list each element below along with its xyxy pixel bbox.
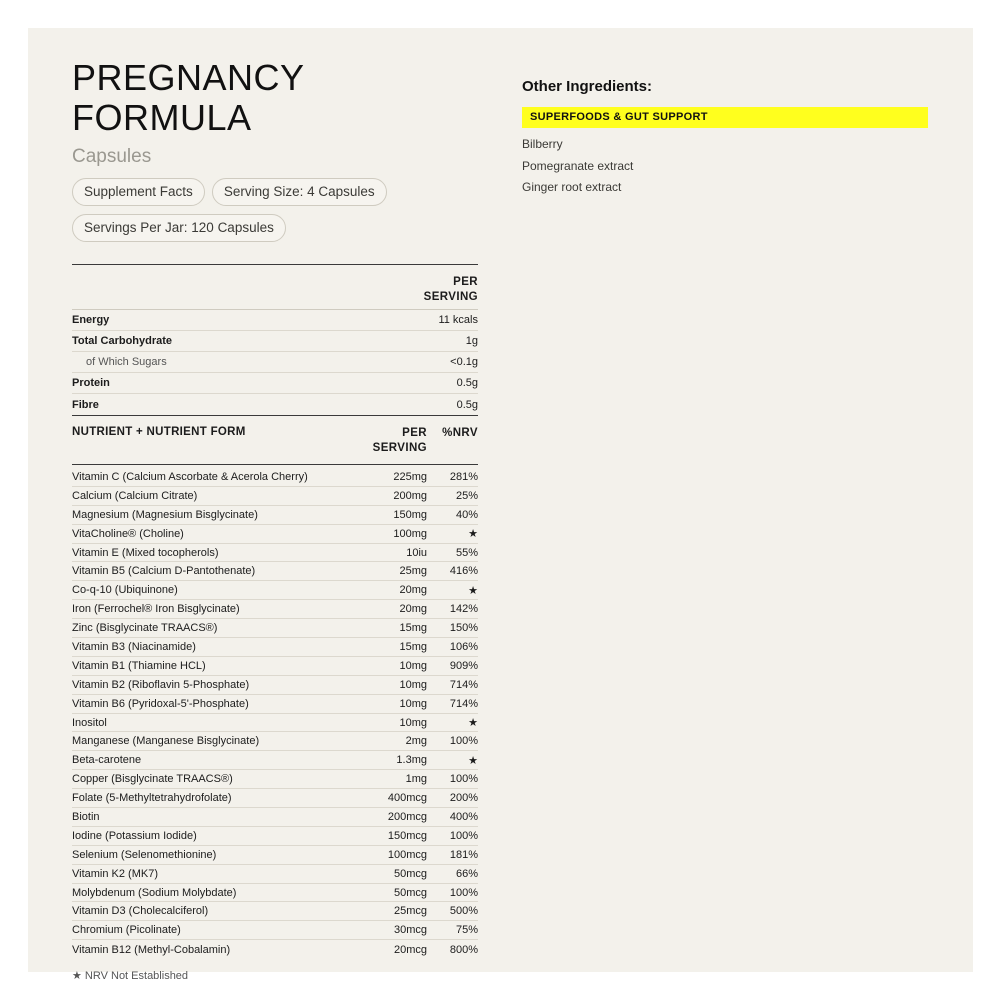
info-pills	[72, 178, 432, 242]
pill-serving-size: Serving Size: 4 Capsules	[212, 178, 387, 206]
nutrient-nrv: ★	[468, 717, 478, 730]
nutrient-row	[72, 865, 478, 884]
nutrient-name: Beta-carotene	[72, 754, 142, 767]
nutrient-per-serving: 1mg	[405, 773, 427, 786]
nutrient-name: Chromium (Picolinate)	[72, 924, 181, 937]
macro-label: Fibre	[72, 398, 99, 411]
ingredient-item: Pomegranate extract	[522, 158, 634, 173]
nutrient-nrv: 281%	[449, 470, 478, 483]
nutrient-per-serving: 30mcg	[393, 924, 427, 937]
nutrient-row	[72, 921, 478, 940]
pill-servings-per-jar: Servings Per Jar: 120 Capsules	[72, 214, 286, 242]
nutrient-row	[72, 657, 478, 676]
nutrient-name: Copper (Bisglycinate TRAACS®)	[72, 773, 233, 786]
nutrient-nrv: 500%	[449, 905, 478, 918]
macro-label: Protein	[72, 377, 110, 389]
nutrient-name: Magnesium (Magnesium Bisglycinate)	[72, 508, 258, 521]
nutrient-row	[72, 808, 478, 827]
nutrient-name: Manganese (Manganese Bisglycinate)	[72, 735, 260, 748]
nutrient-name: Co-q-10 (Ubiquinone)	[72, 584, 178, 597]
nutrient-row	[72, 940, 478, 959]
nutrient-per-serving: 10iu	[406, 546, 427, 559]
supplement-facts-panel	[72, 58, 478, 982]
nutrient-name: Selenium (Selenomethionine)	[72, 848, 217, 861]
nutrient-name: Zinc (Bisglycinate TRAACS®)	[72, 622, 218, 635]
nutrient-per-serving: 200mg	[393, 489, 427, 502]
nutrient-row	[72, 827, 478, 846]
supplement-card	[28, 28, 973, 983]
nutrient-nrv: 55%	[455, 546, 478, 559]
macro-per-serving-header: PER SERVING	[423, 276, 478, 303]
nutrient-name: Iodine (Potassium Iodide)	[72, 829, 197, 842]
nutrient-per-serving: 150mg	[393, 508, 427, 521]
nutrient-nrv: 106%	[449, 640, 478, 653]
macro-rows	[72, 310, 478, 415]
nutrient-name: Molybdenum (Sodium Molybdate)	[72, 886, 237, 899]
nutrient-row	[72, 695, 478, 714]
nutrient-nrv: 800%	[449, 943, 478, 956]
nrv-footnote: ★ NRV Not Established	[72, 970, 189, 983]
macro-value: 0.5g	[456, 377, 478, 389]
nutrient-name-header: NUTRIENT + NUTRIENT FORM	[72, 426, 246, 438]
nutrient-per-serving: 20mcg	[393, 943, 427, 956]
nutrient-per-serving: 50mcg	[393, 867, 427, 880]
ingredient-item: Bilberry	[522, 137, 563, 151]
macro-label: Total Carbohydrate	[72, 335, 173, 347]
macro-label: Energy	[72, 314, 110, 326]
nutrient-nrv: 400%	[449, 810, 478, 823]
nutrient-row	[72, 468, 478, 487]
macro-row	[72, 331, 478, 352]
nutrient-nrv: 100%	[449, 773, 478, 786]
macro-row	[72, 352, 478, 373]
nutrient-name: Vitamin B3 (Niacinamide)	[72, 640, 196, 653]
nutrient-name: Vitamin C (Calcium Ascorbate & Acerola Cherry)	[72, 470, 308, 483]
nutrient-name: Vitamin E (Mixed tocopherols)	[72, 546, 219, 559]
nutrient-row	[72, 544, 478, 563]
nutrient-nrv: 150%	[449, 622, 478, 635]
macro-row	[72, 373, 478, 394]
macro-row	[72, 394, 478, 415]
nutrient-row	[72, 506, 478, 525]
ingredient-item: Ginger root extract	[522, 180, 622, 194]
nutrient-name: Folate (5-Methyltetrahydrofolate)	[72, 792, 232, 805]
nutrient-table-header	[72, 416, 478, 465]
nutrient-per-serving: 400mcg	[387, 792, 427, 805]
nutrient-nrv: 66%	[455, 867, 478, 880]
macro-table	[72, 264, 478, 415]
nutrient-per-serving: 10mg	[399, 716, 427, 729]
macro-table-header	[72, 265, 478, 310]
nutrient-row	[72, 487, 478, 506]
nutrient-row	[72, 884, 478, 903]
other-ingredients-list	[522, 134, 928, 199]
nutrient-row	[72, 619, 478, 638]
nutrient-table	[72, 415, 478, 959]
nutrient-per-serving: 1.3mg	[396, 754, 427, 767]
nutrient-per-serving: 10mg	[399, 659, 427, 672]
nutrient-name: Vitamin B12 (Methyl-Cobalamin)	[72, 943, 231, 956]
product-title: PREGNANCY FORMULA	[72, 57, 304, 138]
other-ingredients-title: Other Ingredients:	[522, 78, 653, 95]
nutrient-nrv: ★	[468, 584, 478, 597]
nutrient-per-serving: 25mcg	[393, 905, 427, 918]
nutrient-nrv: 909%	[449, 659, 478, 672]
product-subtitle: Capsules	[72, 146, 152, 167]
nutrient-per-serving: 15mg	[399, 640, 427, 653]
macro-row	[72, 310, 478, 331]
nutrient-per-serving: 100mcg	[387, 848, 427, 861]
macro-value: 0.5g	[456, 398, 478, 411]
nutrient-per-serving: 25mg	[399, 565, 427, 578]
nutrient-nrv: 416%	[449, 565, 478, 578]
pill-supplement-facts: Supplement Facts	[72, 178, 205, 206]
nutrient-per-serving: 20mg	[399, 584, 427, 597]
nutrient-per-serving-header: PER SERVING	[372, 427, 427, 454]
nutrient-name: VitaCholine® (Choline)	[72, 527, 184, 540]
macro-value: 11 kcals	[438, 314, 478, 326]
nutrient-name: Iron (Ferrochel® Iron Bisglycinate)	[72, 603, 240, 616]
nutrient-nrv: 181%	[449, 848, 478, 861]
nutrient-per-serving: 200mcg	[387, 810, 427, 823]
nutrient-name: Calcium (Calcium Citrate)	[72, 489, 198, 502]
nutrient-per-serving: 10mg	[399, 678, 427, 691]
nutrient-row	[72, 525, 478, 544]
nutrient-row	[72, 902, 478, 921]
nutrient-nrv: 100%	[449, 829, 478, 842]
nutrient-row	[72, 638, 478, 657]
nutrient-nrv: ★	[468, 528, 478, 541]
nutrient-per-serving: 15mg	[399, 622, 427, 635]
nutrient-per-serving: 225mg	[393, 470, 427, 483]
nutrient-name: Vitamin B5 (Calcium D-Pantothenate)	[72, 565, 256, 578]
nutrient-row	[72, 581, 478, 600]
nutrient-nrv: 75%	[455, 924, 478, 937]
nutrient-name: Inositol	[72, 716, 107, 729]
macro-label: of Which Sugars	[86, 356, 167, 368]
nutrient-row	[72, 751, 478, 770]
nutrient-row	[72, 789, 478, 808]
nutrient-name: Biotin	[72, 810, 100, 823]
nutrient-name: Vitamin D3 (Cholecalciferol)	[72, 905, 209, 918]
nutrient-nrv: 142%	[449, 603, 478, 616]
nutrient-nrv: ★	[468, 754, 478, 767]
nutrient-row	[72, 732, 478, 751]
nutrient-name: Vitamin B1 (Thiamine HCL)	[72, 659, 206, 672]
nutrient-nrv-header: %NRV	[442, 427, 478, 439]
nutrient-per-serving: 50mcg	[393, 886, 427, 899]
nutrient-name: Vitamin B2 (Riboflavin 5-Phosphate)	[72, 678, 250, 691]
nutrient-row	[72, 714, 478, 733]
nutrient-nrv: 25%	[455, 489, 478, 502]
nutrient-per-serving: 100mg	[393, 527, 427, 540]
macro-value: 1g	[465, 335, 478, 347]
nutrient-nrv: 40%	[455, 508, 478, 521]
nutrient-per-serving: 20mg	[399, 603, 427, 616]
nutrient-nrv: 200%	[449, 792, 478, 805]
superfoods-band: SUPERFOODS & GUT SUPPORT	[522, 107, 928, 128]
nutrient-nrv: 714%	[449, 678, 478, 691]
other-ingredients-panel	[522, 78, 928, 199]
nutrient-row	[72, 676, 478, 695]
nutrient-row	[72, 600, 478, 619]
nutrient-nrv: 100%	[449, 886, 478, 899]
nutrient-per-serving: 150mcg	[387, 829, 427, 842]
nutrient-row	[72, 562, 478, 581]
nutrient-per-serving: 10mg	[399, 697, 427, 710]
nutrient-nrv: 100%	[449, 735, 478, 748]
nutrient-row	[72, 770, 478, 789]
nutrient-name: Vitamin B6 (Pyridoxal-5'-Phosphate)	[72, 697, 249, 710]
nutrient-per-serving: 2mg	[405, 735, 427, 748]
nutrient-name: Vitamin K2 (MK7)	[72, 867, 158, 880]
nutrient-row	[72, 846, 478, 865]
macro-value: <0.1g	[450, 356, 478, 368]
nutrient-nrv: 714%	[449, 697, 478, 710]
nutrient-rows	[72, 465, 478, 959]
